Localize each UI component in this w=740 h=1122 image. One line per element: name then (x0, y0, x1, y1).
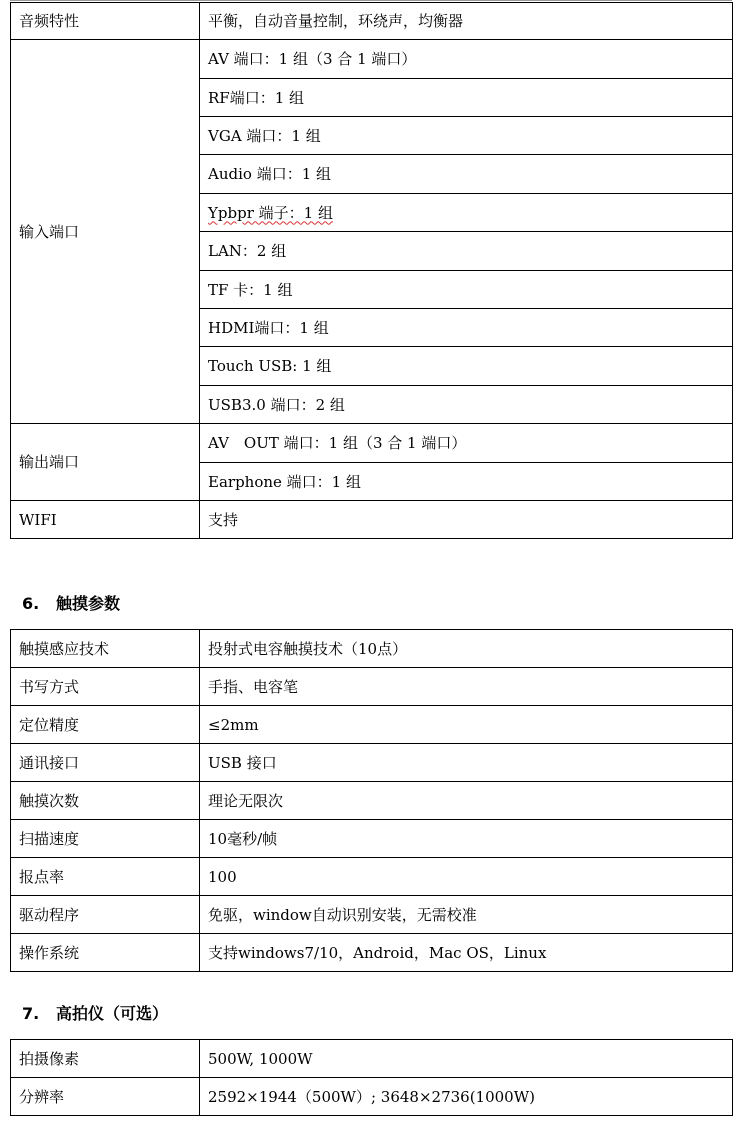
row-value: AV 端口：1 组（3 合 1 端口） (200, 40, 733, 79)
row-label: 操作系统 (11, 934, 200, 972)
row-value: 投射式电容触摸技术（10点） (200, 630, 733, 668)
row-label: 书写方式 (11, 668, 200, 706)
row-label: 触摸感应技术 (11, 630, 200, 668)
table-row (11, 820, 733, 858)
row-value: Audio 端口：1 组 (200, 155, 733, 194)
table-row (11, 706, 733, 744)
row-label: 拍摄像素 (11, 1040, 200, 1078)
row-value: 平衡，自动音量控制，环绕声，均衡器 (200, 3, 733, 40)
section-title: 高拍仪（可选） (56, 1004, 169, 1023)
row-label: 驱动程序 (11, 896, 200, 934)
section-number: 7. (22, 1004, 40, 1023)
table-row (11, 744, 733, 782)
section-6-heading (22, 594, 120, 614)
row-value: 10毫秒/帧 (200, 820, 733, 858)
table-row (11, 1078, 733, 1116)
row-value: 手指、电容笔 (200, 668, 733, 706)
table-row (11, 40, 733, 79)
section-7-heading (22, 1004, 168, 1024)
touch-spec-table (10, 629, 733, 972)
row-value: 2592×1944（500W）; 3648×2736(1000W) (200, 1078, 733, 1116)
row-value: AV OUT 端口：1 组（3 合 1 端口） (200, 424, 733, 463)
row-label: 扫描速度 (11, 820, 200, 858)
row-label: 定位精度 (11, 706, 200, 744)
row-value: Touch USB: 1 组 (200, 347, 733, 386)
table-row (11, 1040, 733, 1078)
table-row (11, 630, 733, 668)
table-row (11, 424, 733, 463)
row-label-input-ports: 输入端口 (11, 40, 200, 424)
row-value: ≤2mm (200, 706, 733, 744)
row-value: 支持windows7/10，Android，Mac OS，Linux (200, 934, 733, 972)
row-value: 理论无限次 (200, 782, 733, 820)
row-value (200, 194, 733, 232)
table-row (11, 782, 733, 820)
table-row (11, 858, 733, 896)
table-row (11, 3, 733, 40)
row-value: 500W, 1000W (200, 1040, 733, 1078)
row-label: 分辨率 (11, 1078, 200, 1116)
row-label: 通讯接口 (11, 744, 200, 782)
page-top-border (10, 0, 732, 1)
section-number: 6. (22, 594, 40, 613)
row-label: 报点率 (11, 858, 200, 896)
row-label-output-ports: 输出端口 (11, 424, 200, 501)
camera-spec-table (10, 1039, 733, 1116)
table-row (11, 896, 733, 934)
table-row (11, 668, 733, 706)
row-value: 免驱，window自动识别安装，无需校准 (200, 896, 733, 934)
row-value: 支持 (200, 501, 733, 539)
table-row (11, 501, 733, 539)
table-row (11, 934, 733, 972)
ports-spec-table (10, 2, 733, 539)
row-value: RF端口：1 组 (200, 79, 733, 117)
row-label: 音频特性 (11, 3, 200, 40)
row-value: Earphone 端口：1 组 (200, 463, 733, 501)
row-value: USB 接口 (200, 744, 733, 782)
row-label: 触摸次数 (11, 782, 200, 820)
row-value: 100 (200, 858, 733, 896)
row-value: USB3.0 端口：2 组 (200, 386, 733, 424)
section-title: 触摸参数 (56, 594, 121, 613)
row-label: WIFI (11, 501, 200, 539)
row-value: TF 卡：1 组 (200, 271, 733, 309)
row-value: VGA 端口：1 组 (200, 117, 733, 155)
row-value: HDMI端口：1 组 (200, 309, 733, 347)
spellcheck-underlined-text: Ypbpr 端子：1 组 (208, 203, 333, 222)
row-value: LAN：2 组 (200, 232, 733, 271)
